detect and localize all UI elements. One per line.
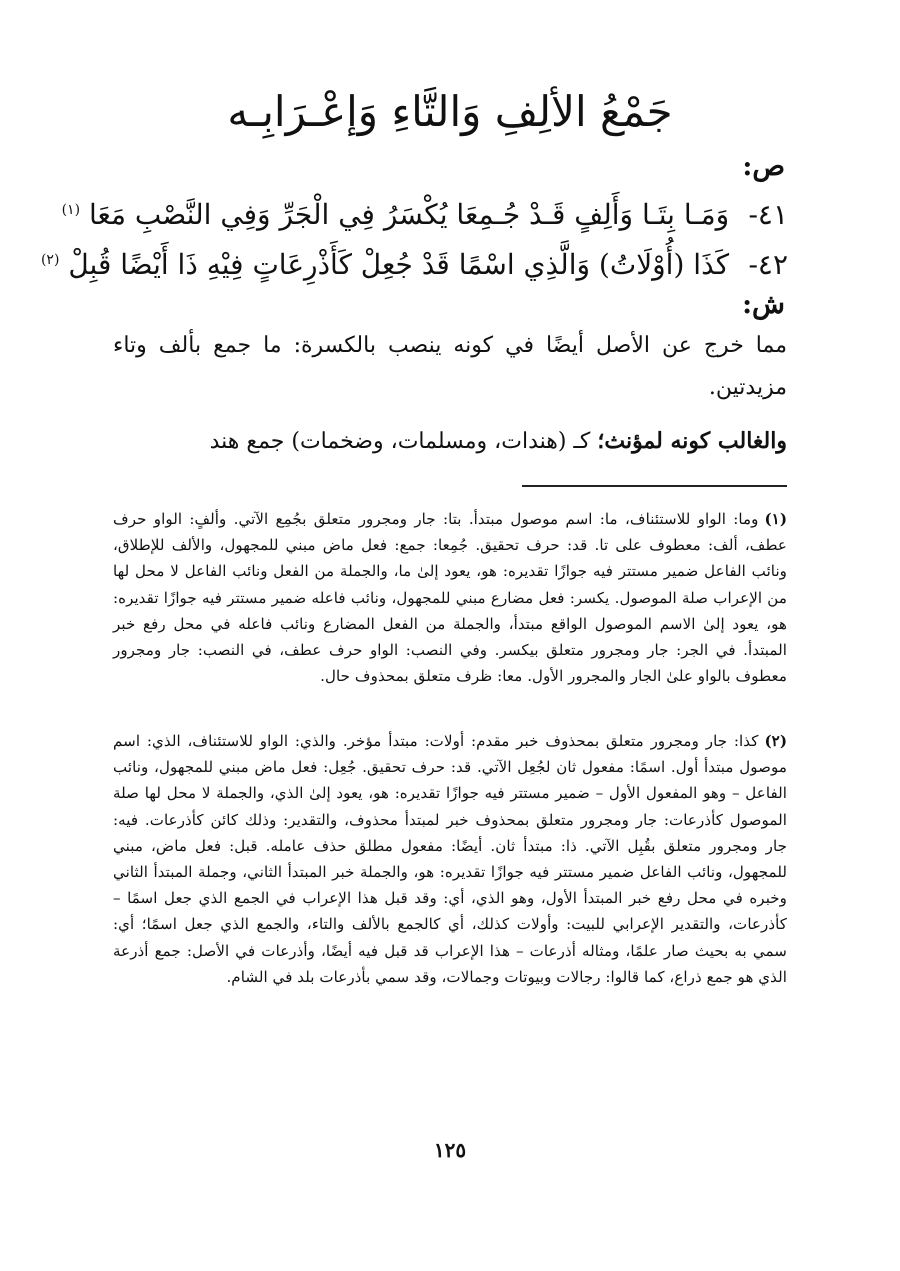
chapter-title: جَمْعُ الألِفِ وَالتَّاءِ وَإعْـرَابِـه — [227, 87, 673, 136]
verse-text: وَمَـا بِتَـا وَأَلِفٍ قَـدْ جُـمِعَا يُكْسَرُ فِي الْجَرِّ وَفِي النَّصْبِ مَعَا — [88, 198, 730, 232]
footnote-text: كذا: جار ومجرور متعلق بمحذوف خبر مقدم: أولات: مبتدأ مؤخر. والذي: الواو للاستئناف، الذي: اسم موصول مبتدأ أول. اسمًا: مفعول ثان لجُعِل الآتي. قد: حرف تحقيق. جُعِل: فعل ماض مبني للمجهول، ونائب الفاعل – وهو المفعول الأول – ضمير مستتر فيه جوازًا تقديره: هو، يعود إلىٰ الذي، والجملة لا محل لها صلة الموصول كأذرعات: جار ومجرور متعلق بمحذوف خبر لمبتدأ محذوف، والتقدير: وذلك كائن كأذرعات. فيه: جار ومجرور متعلق بقُبِل الآتي. ذا: مبتدأ ثان. أيضًا: مفعول مطلق حذف عامله. قبل: فعل ماض، مبني للمجهول، ونائب الفاعل ضمير مستتر فيه جوازًا تقديره: هو، والجملة خبر المبتدأ الثاني، وجملة المبتدأ الثاني وخبره في محل رفع خبر المبتدأ الأول، وهو الذي، أي: وقد قبل هذا الإعراب في الجمع الذي جعل اسمًا – كأذرعات، والتقدير الإعرابي للبيت: وأولات كذلك، أي كالجمع بالألف والتاء، والجمع الذي جعل اسمًا؛ أي: سمي به بحيث صار علمًا، ومثاله أذرعات – هذا الإعراب قد قبل فيه أيضًا، وأذرعات في الأصل: جمع أذرعة الذي هو جمع ذراع، كما قالوا: رجالات وبيوتات وجمالات، وقد سمي بأذرعات بلد في الشام. — [113, 732, 787, 986]
page-number: ١٢٥ — [433, 1138, 467, 1162]
verse-text: كَذَا (أُوْلَاتُ) وَالَّذِي اسْمًا قَدْ جُعِلْ كَأَذْرِعَاتٍ فِيْهِ ذَا أَيْضًا قُبِلْ — [68, 248, 730, 282]
footnote-2 — [113, 728, 787, 990]
paragraph-text: كـ (هندات، ومسلمات، وضخمات) جمع هند — [209, 429, 598, 454]
footnote-marker: (٢) — [764, 732, 787, 750]
footnote-separator — [522, 485, 787, 487]
footnote-marker: (١) — [764, 510, 787, 528]
commentary-paragraph: مما خرج عن الأصل أيضًا في كونه ينصب بالكسرة: ما جمع بألف وتاء مزيدتين. — [113, 333, 787, 400]
footnote-text: وما: الواو للاستئناف، ما: اسم موصول مبتدأ. بتا: جار ومجرور متعلق بجُمِع الآتي. وألفٍ: الواو حرف عطف، ألف: معطوف على تا. قد: حرف تحقيق. جُمِعا: جمع: فعل ماض مبني للمجهول، والألف للإطلاق، ونائب الفاعل ضمير مستتر فيه جوازًا تقديره: هو، يعود إلىٰ ما، والجملة من الفعل ونائب الفاعل لا محل لها من الإعراب صلة الموصول. يكسر: فعل مضارع مبني للمجهول، ونائب فاعله ضمير مستتر فيه جوازًا تقديره: هو، يعود إلىٰ الاسم الموصول الواقع مبتدأ، والجملة من الفعل المضارع ونائب فاعله في محل رفع خبر المبتدأ. في الجر: جار ومجرور متعلق بيكسر. وفي النصب: الواو حرف عطف، في النصب: جار ومجرور معطوف بالواو علىٰ الجار والمجرور الأول. معا: ظرف متعلق بمحذوف حال. — [113, 510, 787, 686]
verse-number: ٤٢- — [748, 248, 788, 282]
verse-number: ٤١- — [748, 198, 788, 232]
footnote-ref[interactable]: (١) — [61, 202, 81, 218]
verse-41 — [61, 190, 788, 232]
verse-42 — [40, 240, 788, 282]
footnote-ref[interactable]: (٢) — [40, 252, 60, 268]
bold-lead-text: والغالب كونه لمؤنث؛ — [597, 428, 787, 454]
text-label-sad: ص: — [742, 151, 785, 182]
commentary-paragraph — [113, 420, 787, 463]
commentary-label-shin: ش: — [742, 289, 785, 320]
footnote-1 — [113, 506, 787, 689]
